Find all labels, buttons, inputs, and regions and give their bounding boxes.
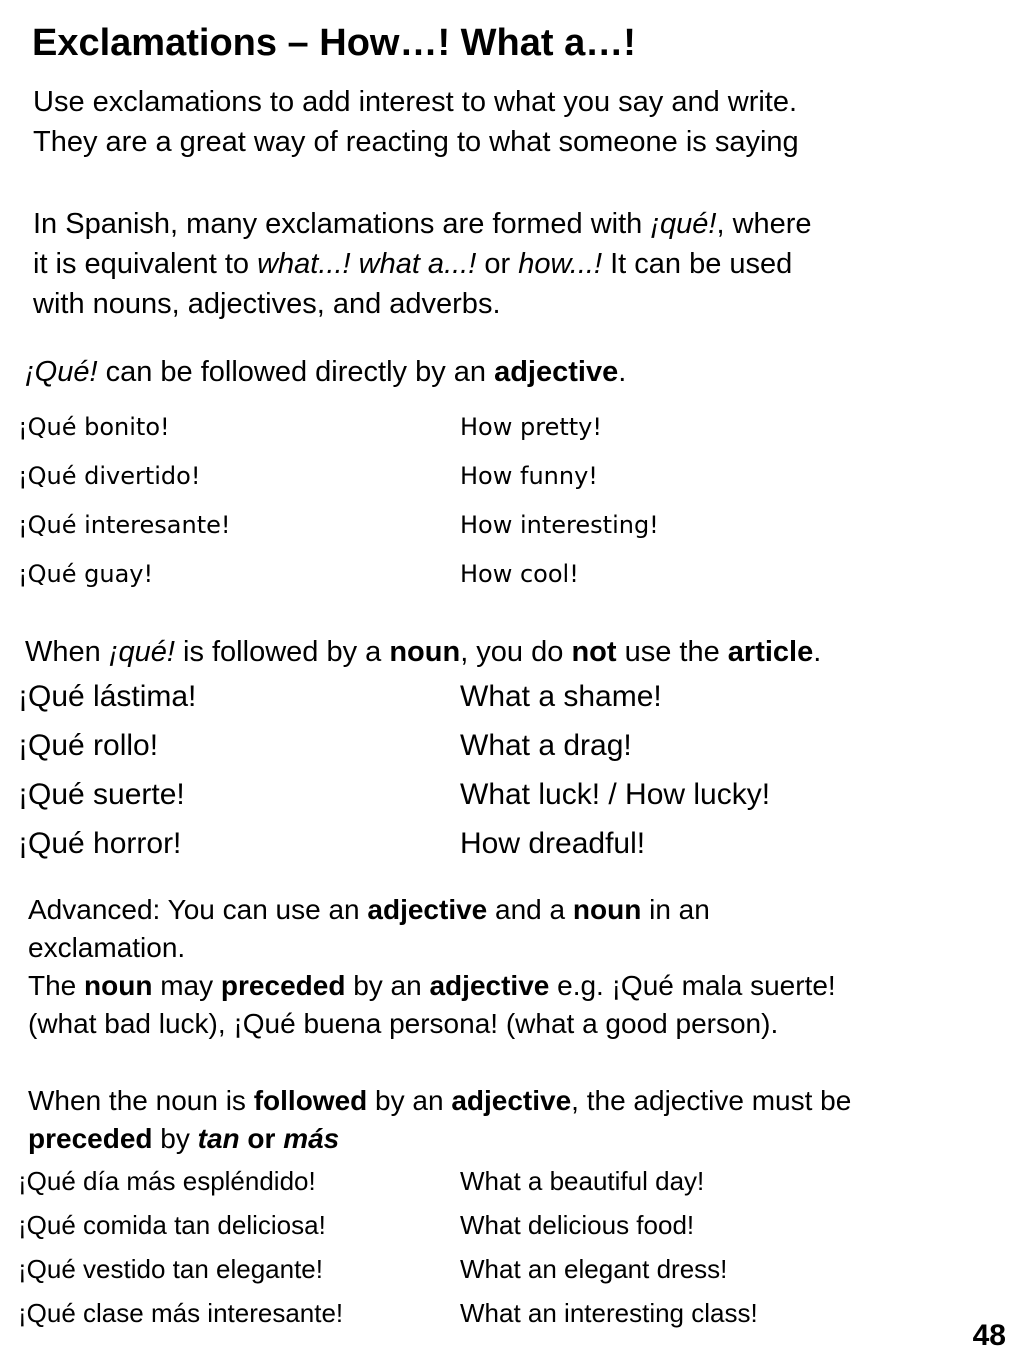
what-terms: what...! what a...!	[257, 248, 477, 280]
text: .	[813, 636, 822, 668]
text: and a	[487, 894, 573, 925]
spanish-example: ¡Qué día más espléndido!	[18, 1166, 316, 1196]
text: , where	[716, 208, 812, 240]
bold-term: noun	[389, 636, 461, 668]
english-translation: What an elegant dress!	[460, 1254, 728, 1284]
tan-term: tan	[197, 1123, 240, 1154]
spanish-example: ¡Qué comida tan deliciosa!	[18, 1210, 326, 1240]
spanish-example: ¡Qué guay!	[18, 560, 154, 588]
text: Advanced: You can use an	[28, 894, 368, 925]
bold-term: adjective	[367, 894, 488, 925]
intro-line-2: They are a great way of reacting to what someone is saying	[33, 126, 799, 158]
text: it is equivalent to	[33, 248, 258, 280]
bold-term: or	[239, 1123, 284, 1154]
adjective-section-heading	[25, 352, 626, 392]
bold-term: not	[571, 636, 617, 668]
advanced-line-3	[28, 967, 836, 1005]
spanish-example: ¡Qué bonito!	[18, 413, 170, 441]
text: The	[28, 970, 85, 1001]
text: It can be used	[602, 248, 793, 280]
english-translation: What a beautiful day!	[460, 1166, 705, 1196]
bold-term: noun	[84, 970, 153, 1001]
english-translation: How interesting!	[460, 511, 659, 539]
intro-paragraph-2-line-1	[33, 204, 812, 244]
text: e.g. ¡Qué mala suerte!	[549, 970, 836, 1001]
bold-term: article	[727, 636, 814, 668]
page-title: Exclamations – How…! What a…!	[32, 22, 636, 64]
english-translation: What a shame!	[460, 680, 662, 713]
english-translation: What a drag!	[460, 729, 632, 762]
text: In Spanish, many exclamations are formed with	[33, 208, 651, 240]
intro-paragraph-2-line-3: with nouns, adjectives, and adverbs.	[33, 288, 501, 320]
text: is followed by a	[174, 636, 390, 668]
how-term: how...!	[518, 248, 603, 280]
spanish-example: ¡Qué clase más interesante!	[18, 1298, 344, 1328]
advanced-line-5	[28, 1082, 851, 1120]
spanish-example: ¡Qué lástima!	[18, 680, 197, 713]
text: can be followed directly by an	[97, 356, 495, 388]
bold-term	[198, 1123, 240, 1154]
english-translation: What delicious food!	[460, 1210, 695, 1240]
text: by	[152, 1123, 198, 1154]
spanish-example: ¡Qué divertido!	[18, 462, 201, 490]
text: by an	[367, 1085, 452, 1116]
text: When	[25, 636, 109, 668]
bold-term: adjective	[429, 970, 550, 1001]
bold-term: adjective	[494, 356, 619, 388]
text: or	[476, 248, 519, 280]
bold-term: preceded	[28, 1123, 153, 1154]
text: use the	[616, 636, 728, 668]
spanish-example: ¡Qué vestido tan elegante!	[18, 1254, 323, 1284]
bold-term: preceded	[220, 970, 346, 1001]
english-translation: How funny!	[460, 462, 598, 490]
english-translation: How pretty!	[460, 413, 602, 441]
english-translation: What luck! / How lucky!	[460, 778, 771, 811]
english-translation: What an interesting class!	[460, 1298, 758, 1328]
bold-term: followed	[253, 1085, 368, 1116]
advanced-line-6	[28, 1120, 339, 1158]
spanish-example: ¡Qué horror!	[18, 827, 182, 860]
text: When the noun is	[28, 1085, 254, 1116]
advanced-line-2: exclamation.	[28, 932, 186, 963]
text: , you do	[460, 636, 572, 668]
bold-term: noun	[572, 894, 642, 925]
spanish-example: ¡Qué rollo!	[18, 729, 159, 762]
text: , the adjective must be	[571, 1085, 852, 1116]
intro-line-1: Use exclamations to add interest to what you say and write.	[33, 86, 798, 118]
advanced-line-4: (what bad luck), ¡Qué buena persona! (what a good person).	[28, 1008, 779, 1039]
spanish-example: ¡Qué interesante!	[18, 511, 231, 539]
advanced-line-1	[28, 891, 710, 929]
bold-term	[283, 1123, 339, 1154]
que-term: ¡qué!	[108, 636, 175, 668]
intro-paragraph-2-line-2	[33, 244, 792, 284]
mas-term: más	[283, 1123, 340, 1154]
text: by an	[345, 970, 430, 1001]
text: .	[618, 356, 627, 388]
english-translation: How dreadful!	[460, 827, 646, 860]
text: in an	[641, 894, 710, 925]
spanish-example: ¡Qué suerte!	[18, 778, 185, 811]
page-number: 48	[972, 1319, 1006, 1352]
que-term: ¡Qué!	[25, 356, 98, 388]
noun-section-heading	[25, 632, 821, 672]
que-term: ¡qué!	[650, 208, 717, 240]
english-translation: How cool!	[460, 560, 579, 588]
bold-term: adjective	[451, 1085, 572, 1116]
text: may	[152, 970, 221, 1001]
